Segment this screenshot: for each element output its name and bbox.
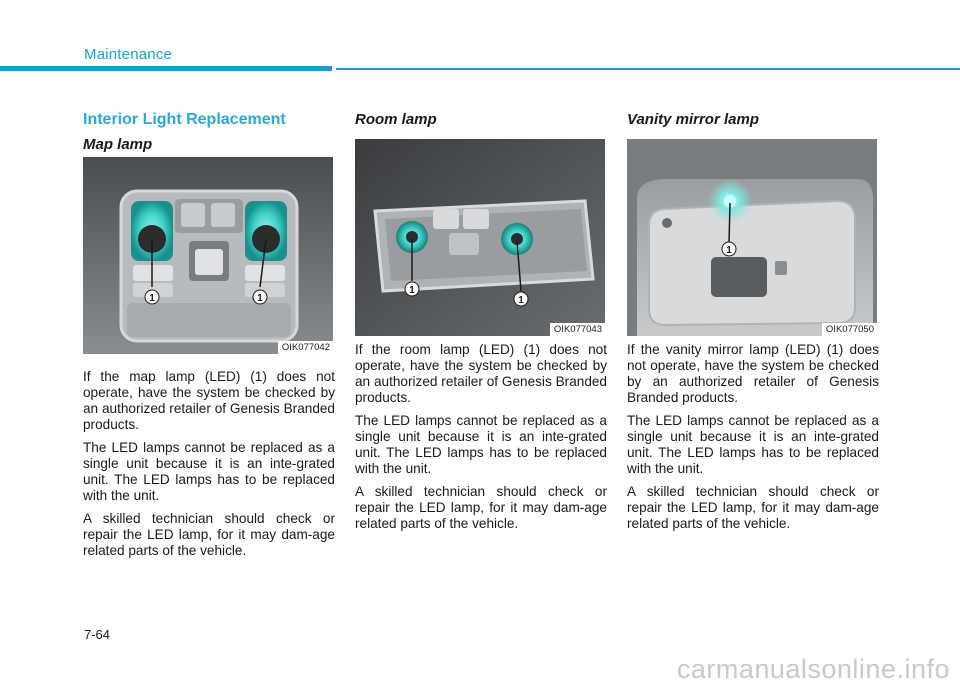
paragraph: The LED lamps cannot be replaced as a single unit because it is an inte-grated unit. The LED lamps has to be replaced with the unit. (83, 440, 335, 503)
callout-1-left: 1 (149, 293, 155, 304)
callout-1-right: 1 (518, 295, 524, 306)
paragraph: If the map lamp (LED) (1) does not operate, have the system be checked by an authorized retailer of Genesis Branded products. (83, 369, 335, 432)
paragraph: A skilled technician should check or repair the LED lamp, for it may dam-age related parts of the vehicle. (83, 511, 335, 558)
header-rule-thick (0, 66, 332, 71)
map-lamp-illustration (83, 157, 333, 354)
subtitle-vanity-mirror-lamp: Vanity mirror lamp (627, 111, 759, 128)
figure-map-lamp (83, 157, 333, 354)
paragraph: A skilled technician should check or repair the LED lamp, for it may dam-age related parts of the vehicle. (355, 484, 607, 531)
callout-1-left: 1 (409, 285, 415, 296)
paragraph: The LED lamps cannot be replaced as a single unit because it is an inte-grated unit. The LED lamps has to be replaced with the unit. (355, 413, 607, 476)
figure-room-lamp (355, 139, 605, 336)
figure-code: OIK077050 (822, 323, 877, 336)
figure-vanity-mirror-lamp (627, 139, 877, 336)
body-map-lamp (83, 369, 335, 566)
page-number: 7-64 (84, 627, 111, 642)
body-room-lamp (355, 342, 607, 539)
section-title: Interior Light Replacement (83, 111, 286, 128)
figure-code: OIK077042 (278, 341, 333, 354)
paragraph: If the vanity mirror lamp (LED) (1) does not operate, have the system be checked by an authorized retailer of Genesis Branded products. (627, 342, 879, 405)
paragraph: If the room lamp (LED) (1) does not operate, have the system be checked by an authorized retailer of Genesis Branded products. (355, 342, 607, 405)
header-title: Maintenance (84, 46, 173, 63)
header-rule-thin (336, 68, 960, 70)
paragraph: A skilled technician should check or repair the LED lamp, for it may dam-age related parts of the vehicle. (627, 484, 879, 531)
room-lamp-illustration (355, 139, 605, 336)
subtitle-map-lamp: Map lamp (83, 136, 153, 153)
paragraph: The LED lamps cannot be replaced as a single unit because it is an inte-grated unit. The LED lamps has to be replaced with the unit. (627, 413, 879, 476)
body-vanity-mirror-lamp (627, 342, 879, 539)
watermark: carmanualsonline.info (676, 654, 950, 684)
subtitle-room-lamp: Room lamp (355, 111, 437, 128)
vanity-mirror-illustration (627, 139, 877, 336)
figure-code: OIK077043 (550, 323, 605, 336)
callout-1-right: 1 (257, 293, 263, 304)
callout-1: 1 (726, 245, 732, 256)
